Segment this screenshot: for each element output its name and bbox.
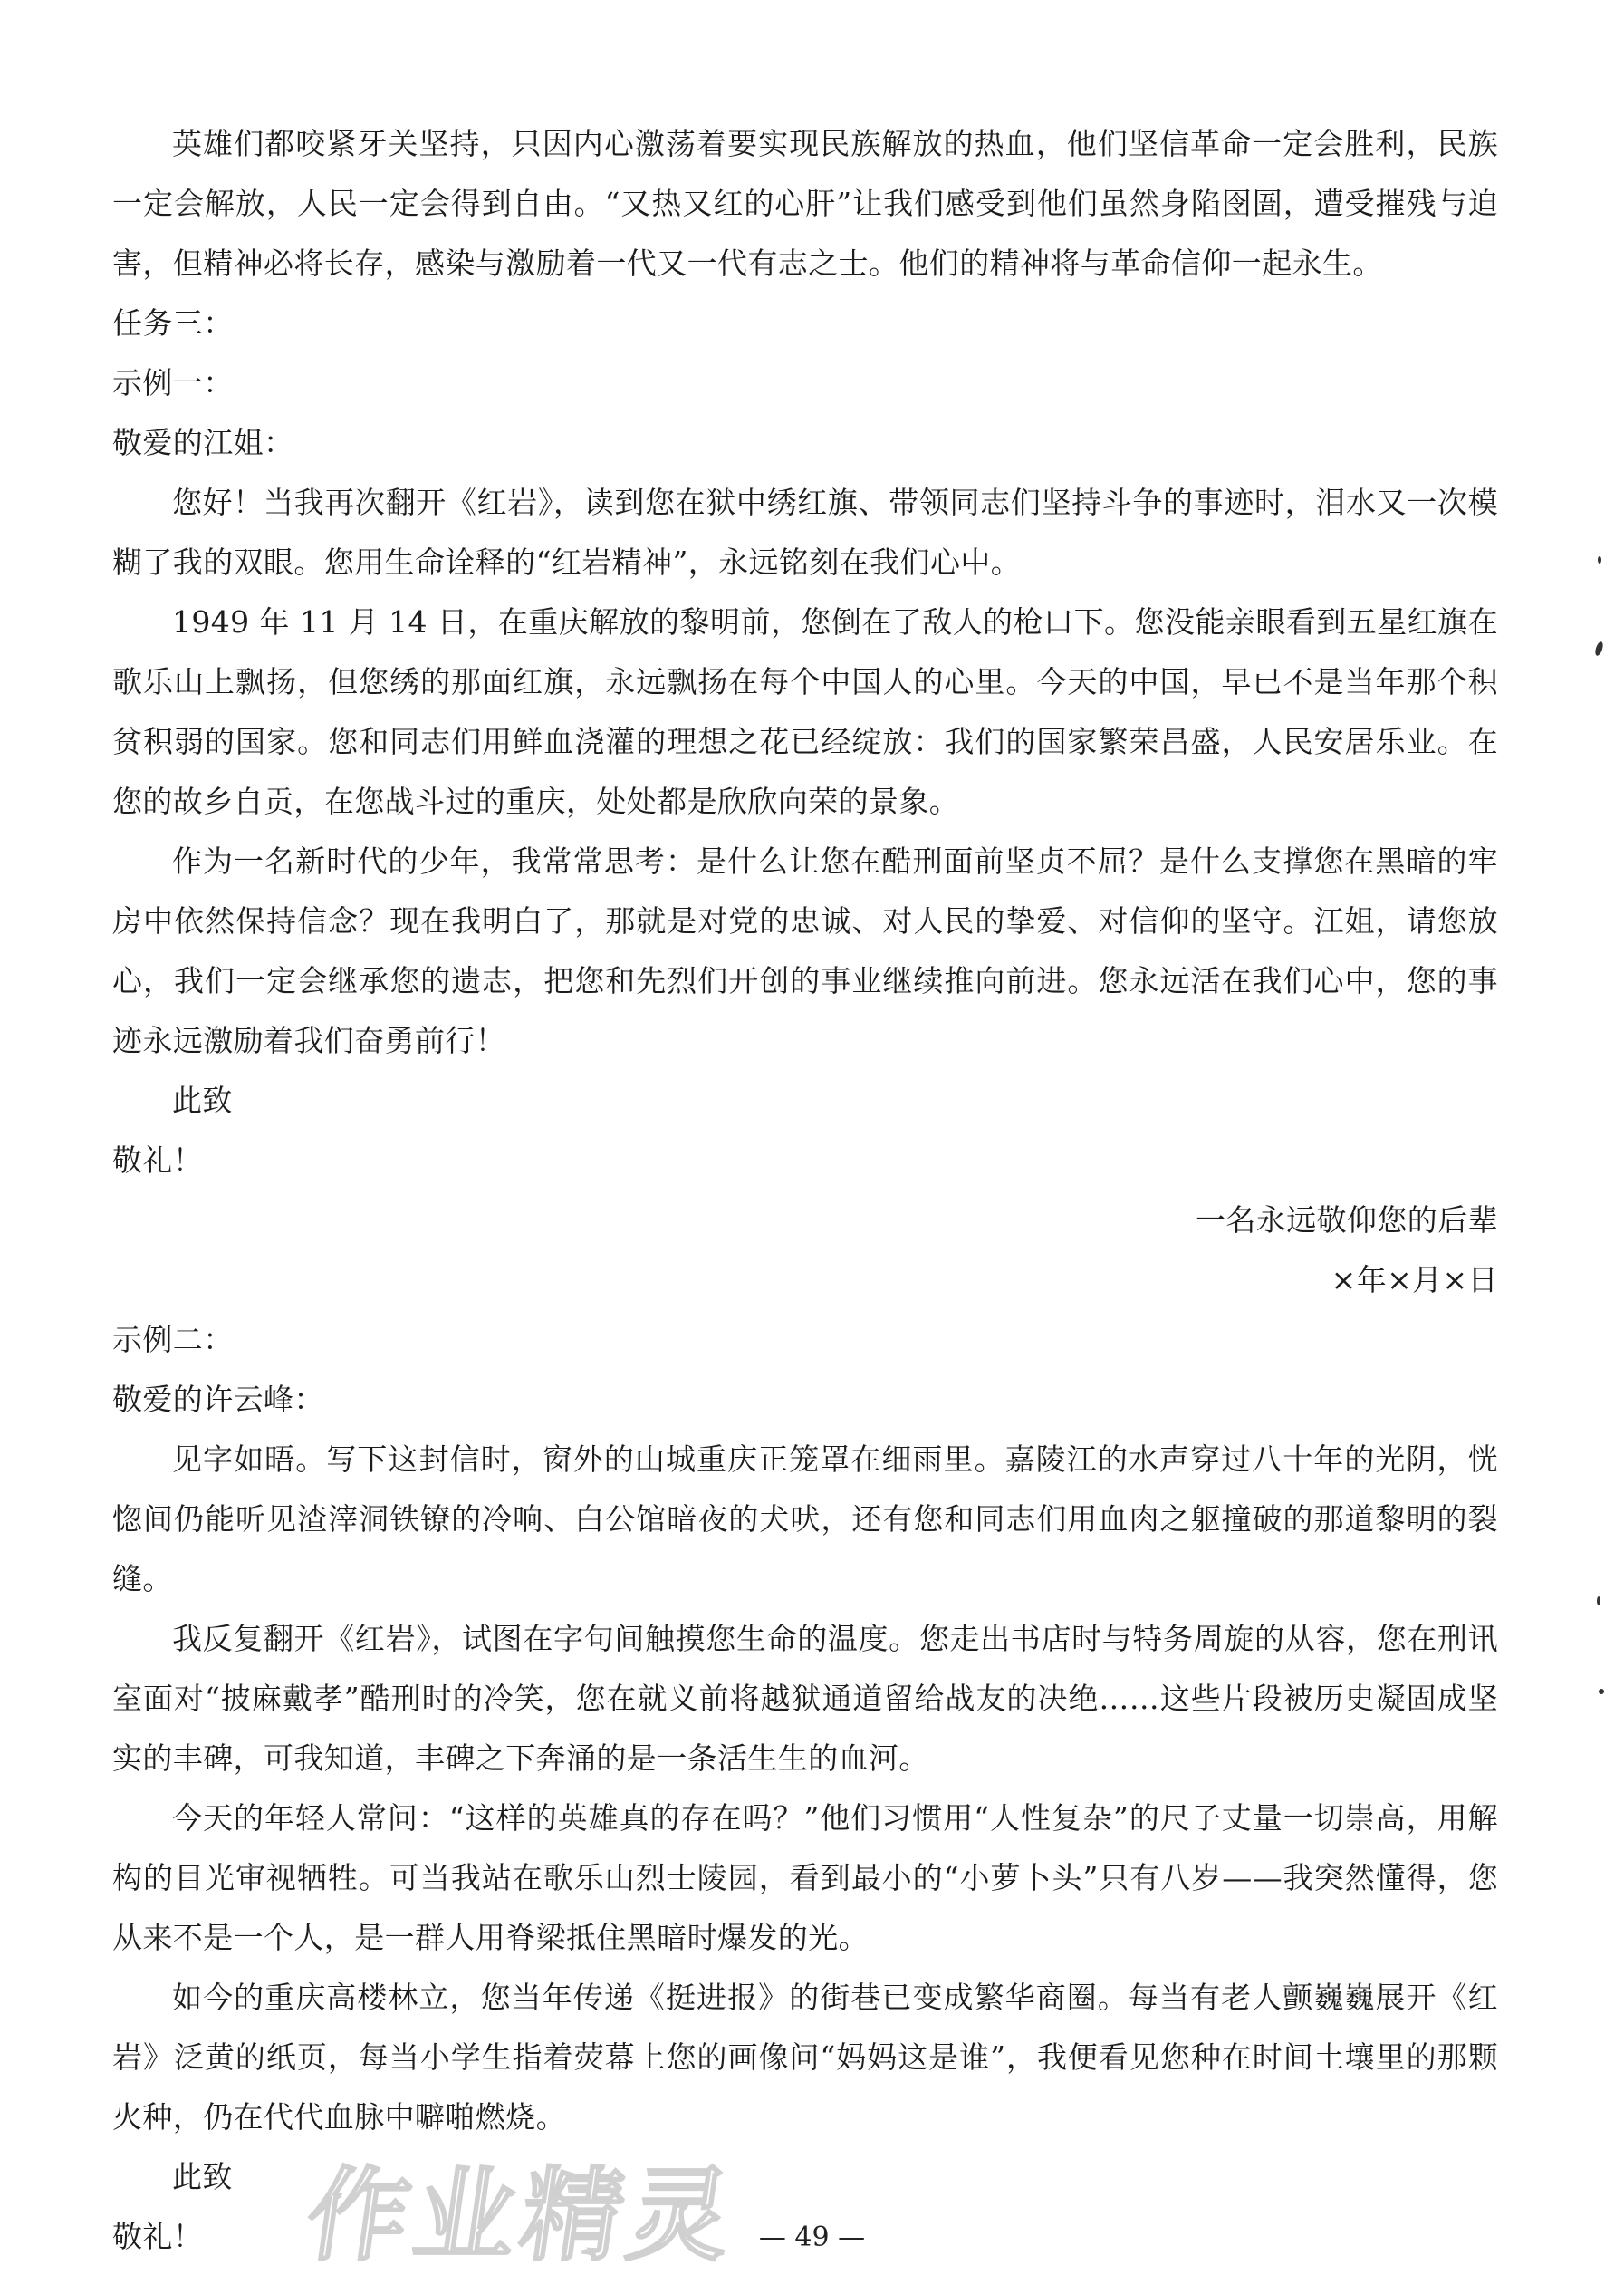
paragraph: 此致 bbox=[172, 1083, 233, 1118]
paragraph: 我反复翻开《红岩》，试图在字句间触摸您生命的温度。您走出书店时与特务周旋的从容，您在刑讯室面对“披麻戴孝”酷刑时的冷笑，您在就义前将越狱通道留给战友的决绝……这些片段被历史凝固成坚实的丰碑，可我知道，丰碑之下奔涌的是一条活生生的血河。 bbox=[112, 1621, 1498, 1776]
paragraph: 任务三： bbox=[112, 305, 234, 341]
document-body bbox=[112, 114, 1498, 2267]
paragraph: 此致 bbox=[172, 2159, 233, 2194]
watermark-logo: 作业精灵 bbox=[299, 2157, 745, 2275]
paragraph: 作为一名新时代的少年，我常常思考：是什么让您在酷刑面前坚贞不屈？是什么支撑您在黑暗的牢房中依然保持信念？现在我明白了，那就是对党的忠诚、对人民的挚爱、对信仰的坚守。江姐，请您放心，我们一定会继承您的遗志，把您和先烈们开创的事业继续推向前进。您永远活在我们心中，您的事迹永远激励着我们奋勇前行！ bbox=[112, 843, 1498, 1058]
paragraph: 您好！当我再次翻开《红岩》，读到您在狱中绣红旗、带领同志们坚持斗争的事迹时，泪水又一次模糊了我的双眼。您用生命诠释的“红岩精神”，永远铭刻在我们心中。 bbox=[112, 485, 1498, 580]
scan-speck bbox=[1597, 1596, 1600, 1605]
paragraph: 敬礼！ bbox=[112, 2219, 204, 2254]
paragraph: ×年×月×日 bbox=[1331, 1262, 1498, 1297]
paragraph: 示例二： bbox=[112, 1322, 234, 1357]
paragraph: 一名永远敬仰您的后辈 bbox=[1196, 1202, 1498, 1238]
paragraph: 今天的年轻人常问：“这样的英雄真的存在吗？”他们习惯用“人性复杂”的尺子丈量一切崇高，用解构的目光审视牺牲。可当我站在歌乐山烈士陵园，看到最小的“小萝卜头”只有八岁——我突然懂得，您从来不是一个人，是一群人用脊梁抵住黑暗时爆发的光。 bbox=[112, 1800, 1498, 1955]
paragraph: 敬爱的江姐： bbox=[112, 425, 294, 460]
page-number: — 49 — bbox=[758, 2222, 866, 2253]
paragraph: 1949 年 11 月 14 日，在重庆解放的黎明前，您倒在了敌人的枪口下。您没能亲眼看到五星红旗在歌乐山上飘扬，但您绣的那面红旗，永远飘扬在每个中国人的心里。今天的中国，早已不是当年那个积贫积弱的国家。您和同志们用鲜血浇灌的理想之花已经绽放：我们的国家繁荣昌盛，人民安居乐业。在您的故乡自贡，在您战斗过的重庆，处处都是欣欣向荣的景象。 bbox=[112, 604, 1498, 819]
paragraph: 见字如晤。写下这封信时，窗外的山城重庆正笼罩在细雨里。嘉陵江的水声穿过八十年的光阴，恍惚间仍能听见渣滓洞铁镣的冷响、白公馆暗夜的犬吠，还有您和同志们用血肉之躯撞破的那道黎明的裂缝。 bbox=[112, 1441, 1498, 1596]
paragraph: 敬爱的许云峰： bbox=[112, 1382, 324, 1417]
paragraph: 英雄们都咬紧牙关坚持，只因内心激荡着要实现民族解放的热血，他们坚信革命一定会胜利，民族一定会解放，人民一定会得到自由。“又热又红的心肝”让我们感受到他们虽然身陷囹圄，遭受摧残与迫害，但精神必将长存，感染与激励着一代又一代有志之士。他们的精神将与革命信仰一起永生。 bbox=[112, 126, 1498, 281]
paragraph: 敬礼！ bbox=[112, 1142, 204, 1178]
scan-speck bbox=[1598, 556, 1601, 564]
scan-speck bbox=[1599, 1689, 1604, 1694]
paragraph: 示例一： bbox=[112, 365, 234, 400]
paragraph: 如今的重庆高楼林立，您当年传递《挺进报》的街巷已变成繁华商圈。每当有老人颤巍巍展开《红岩》泛黄的纸页，每当小学生指着荧幕上您的画像问“妈妈这是谁”，我便看见您种在时间土壤里的那颗火种，仍在代代血脉中噼啪燃烧。 bbox=[112, 1980, 1498, 2135]
scan-speck bbox=[1594, 641, 1605, 656]
